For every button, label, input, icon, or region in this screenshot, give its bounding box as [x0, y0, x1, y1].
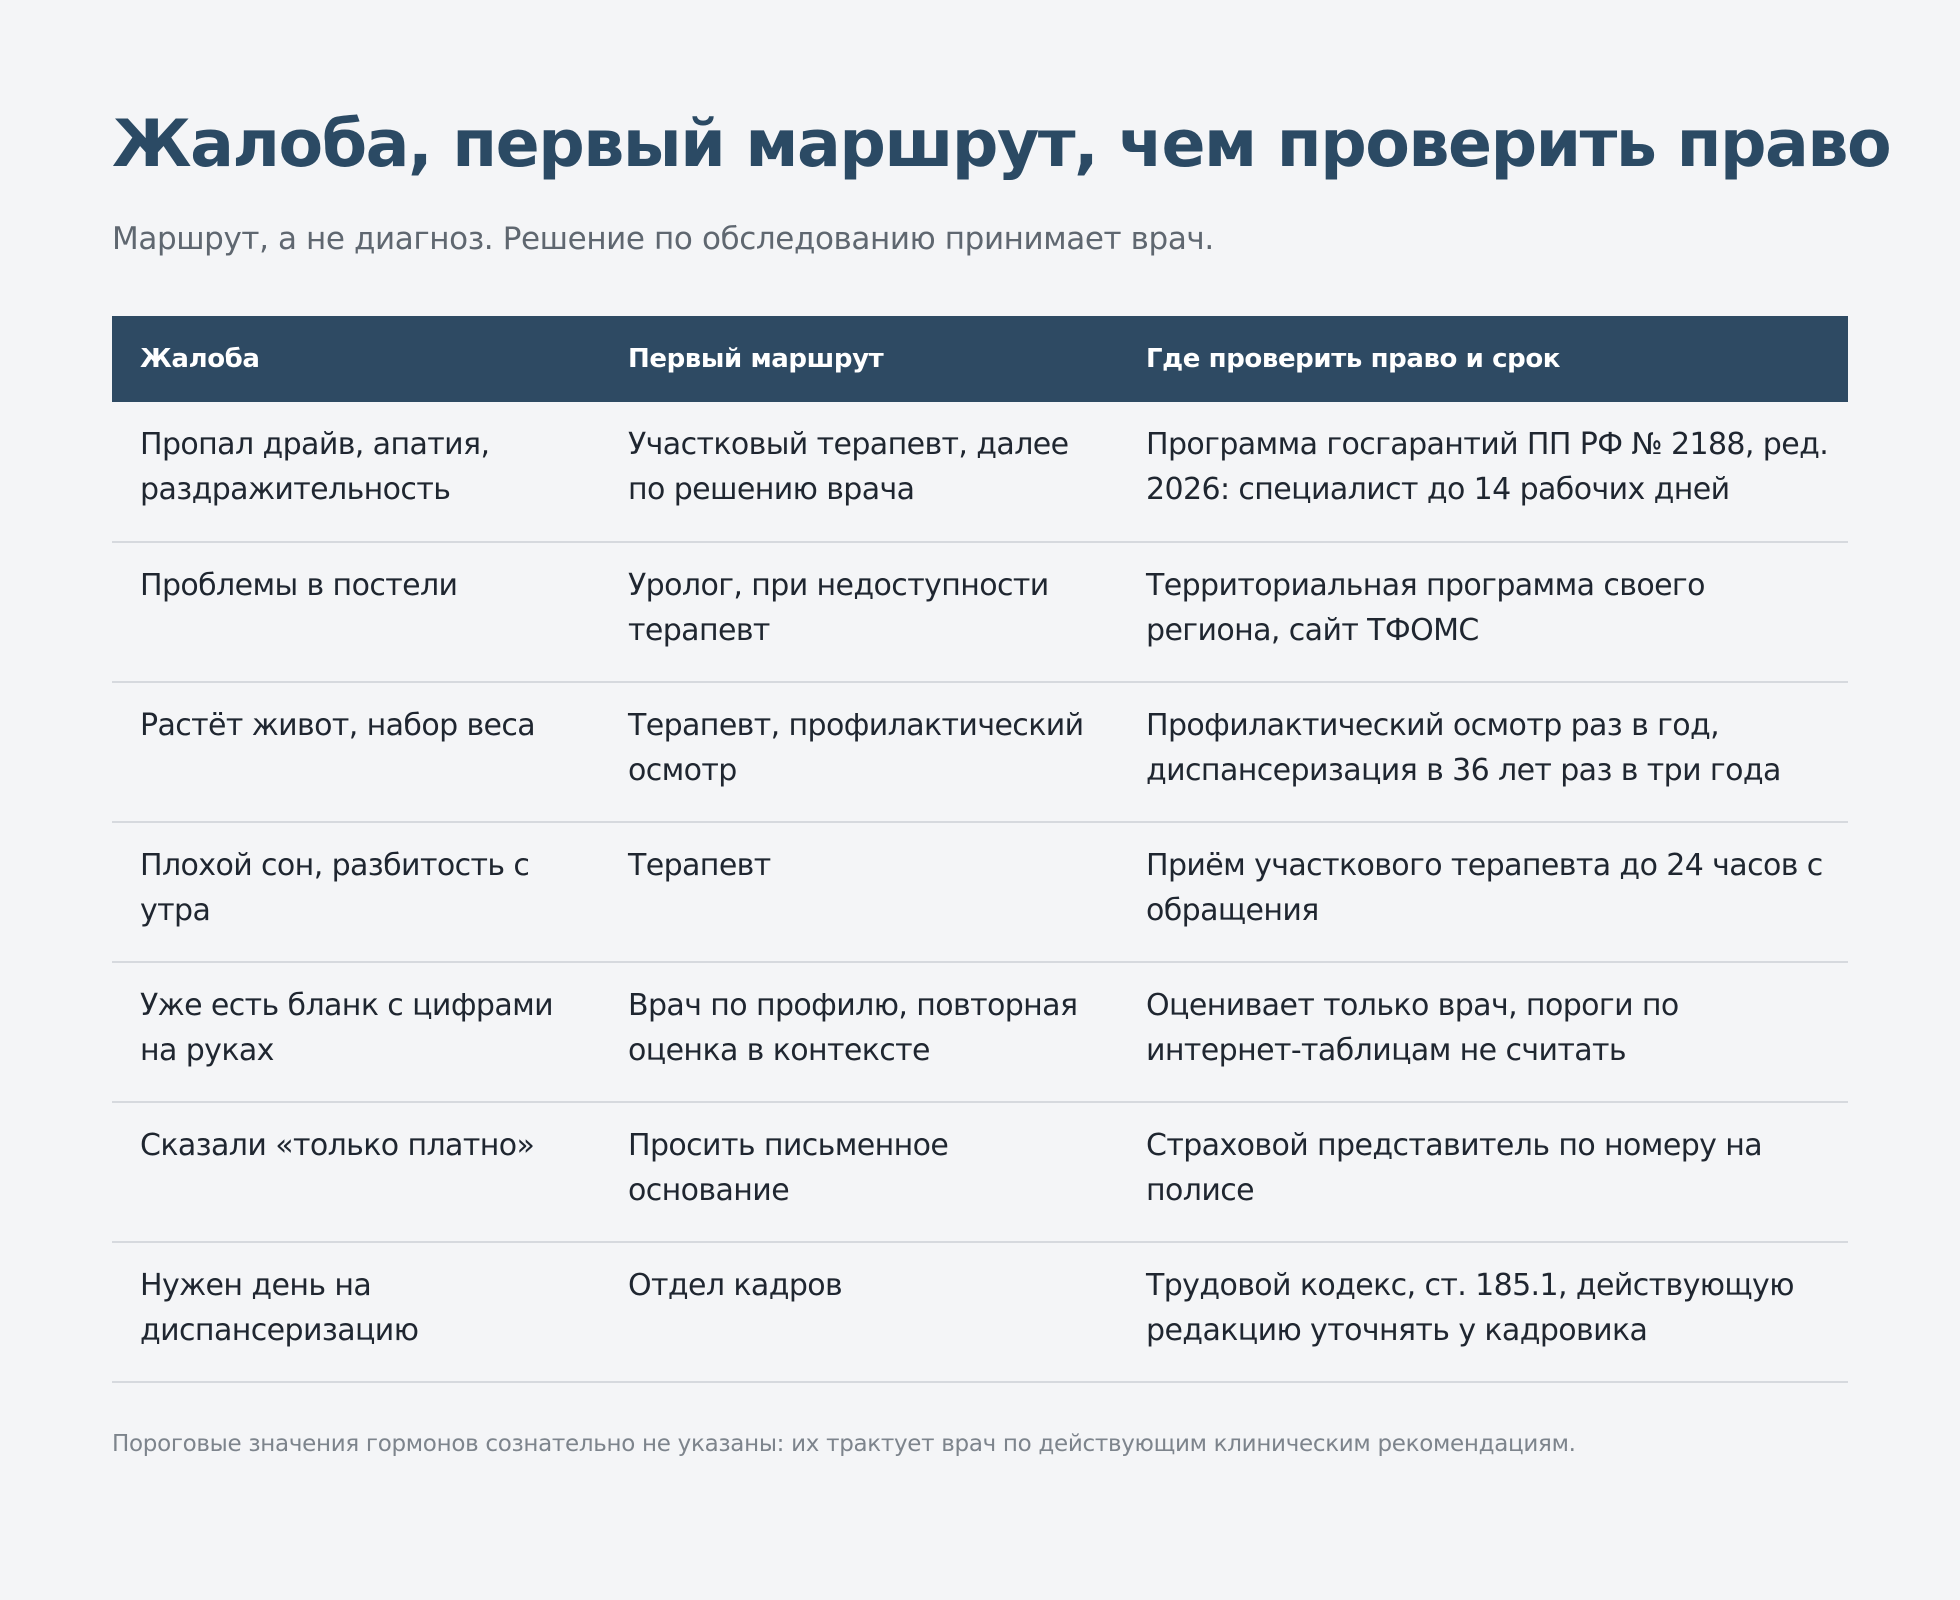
- cell-complaint: Уже есть бланк с цифрами на руках: [140, 988, 554, 1068]
- table-row: [112, 1102, 1848, 1242]
- cell-first-route: Врач по профилю, повторная оценка в контексте: [628, 988, 1078, 1068]
- cell-first-route: Уролог, при недоступности терапевт: [628, 568, 1049, 648]
- cell-where-check: Программа госгарантий ПП РФ № 2188, ред. 2026: специалист до 14 рабочих дней: [1146, 427, 1829, 507]
- cell-where-check: Профилактический осмотр раз в год, диспансеризация в 36 лет раз в три года: [1146, 708, 1781, 788]
- cell-where-check: Оценивает только врач, пороги по интернет-таблицам не считать: [1146, 988, 1679, 1068]
- cell-complaint: Проблемы в постели: [140, 568, 458, 603]
- table-row: [112, 1242, 1848, 1382]
- cell-complaint: Нужен день на диспансеризацию: [140, 1268, 419, 1348]
- cell-first-route: Терапевт: [628, 848, 771, 883]
- header-where-check: Где проверить право и срок: [1146, 344, 1561, 374]
- table-header-row: [112, 316, 1848, 402]
- header-complaint: Жалоба: [140, 344, 260, 374]
- cell-complaint: Пропал драйв, апатия, раздражительность: [140, 427, 490, 507]
- cell-complaint: Растёт живот, набор веса: [140, 708, 536, 743]
- table-row: [112, 402, 1848, 542]
- cell-where-check: Трудовой кодекс, ст. 185.1, действующую редакцию уточнять у кадровика: [1146, 1268, 1794, 1348]
- header-first-route: Первый маршрут: [628, 344, 884, 374]
- page-title: Жалоба, первый маршрут, чем проверить право: [112, 107, 1891, 182]
- page-subtitle: Маршрут, а не диагноз. Решение по обследованию принимает врач.: [112, 221, 1214, 257]
- cell-where-check: Территориальная программа своего региона, сайт ТФОМС: [1146, 568, 1705, 648]
- route-table: [112, 316, 1848, 1383]
- table-row: [112, 962, 1848, 1102]
- cell-first-route: Просить письменное основание: [628, 1128, 949, 1208]
- cell-where-check: Страховой представитель по номеру на полисе: [1146, 1128, 1763, 1208]
- footnote: Пороговые значения гормонов сознательно не указаны: их трактует врач по действующим клиническим рекомендациям.: [112, 1431, 1576, 1457]
- cell-first-route: Терапевт, профилактический осмотр: [628, 708, 1084, 788]
- table-row: [112, 822, 1848, 962]
- table-row: [112, 682, 1848, 822]
- cell-where-check: Приём участкового терапевта до 24 часов с обращения: [1146, 848, 1823, 928]
- cell-complaint: Сказали «только платно»: [140, 1128, 535, 1163]
- cell-first-route: Отдел кадров: [628, 1268, 843, 1303]
- cell-first-route: Участковый терапевт, далее по решению врача: [628, 427, 1069, 507]
- table-row: [112, 542, 1848, 682]
- cell-complaint: Плохой сон, разбитость с утра: [140, 848, 530, 928]
